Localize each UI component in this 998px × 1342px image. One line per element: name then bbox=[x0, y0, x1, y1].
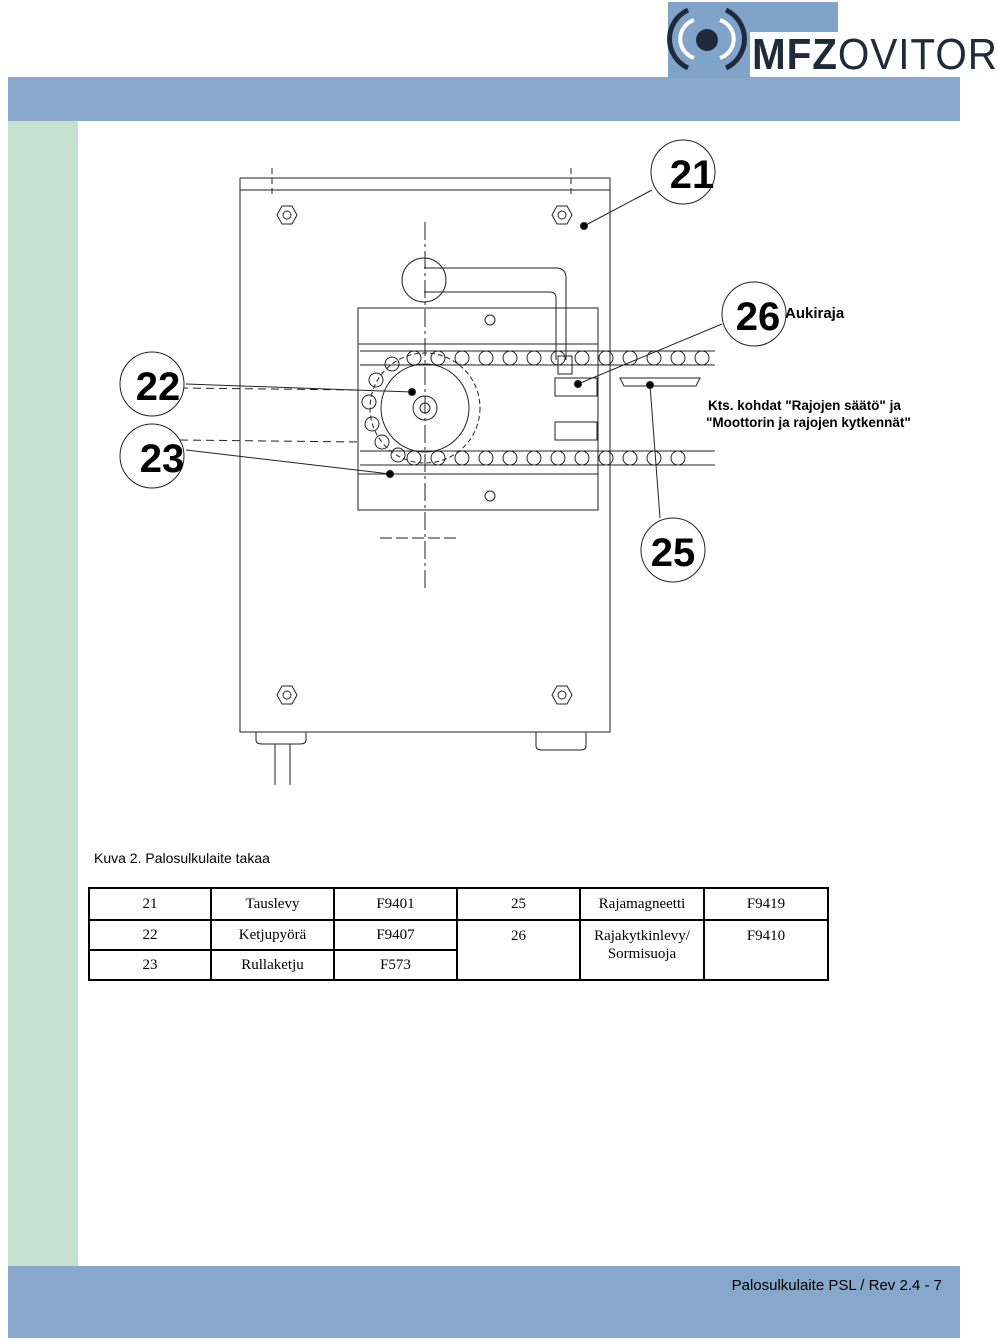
table-cell: 26 bbox=[457, 920, 580, 980]
table-cell: 25 bbox=[457, 888, 580, 920]
logo-text-light: OVITOR bbox=[837, 30, 998, 79]
hex-nut bbox=[277, 206, 297, 224]
table-row bbox=[89, 888, 828, 920]
table-cell: Rajamagneetti bbox=[580, 888, 704, 920]
table-row bbox=[89, 920, 828, 950]
logo-text-bold: MFZ bbox=[752, 30, 838, 79]
parts-table bbox=[88, 887, 829, 981]
table-cell: F9401 bbox=[334, 888, 457, 920]
callout-25: 25 bbox=[650, 531, 696, 575]
hex-nut bbox=[552, 206, 572, 224]
callout-23: 23 bbox=[139, 437, 185, 481]
table-cell: Rajakytkinlevy/ Sormisuoja bbox=[580, 920, 704, 980]
aukiraja-label: Aukiraja bbox=[785, 305, 845, 322]
callout-26: 26 bbox=[735, 295, 781, 339]
hex-nut bbox=[552, 686, 572, 704]
table-cell: F573 bbox=[334, 950, 457, 980]
table-cell: 23 bbox=[89, 950, 211, 980]
table-cell: F9410 bbox=[704, 920, 828, 980]
figure-caption: Kuva 2. Palosulkulaite takaa bbox=[94, 850, 270, 866]
note-line-2: "Moottorin ja rajojen kytkennät" bbox=[706, 415, 911, 430]
callout-22: 22 bbox=[135, 365, 181, 409]
callout-21: 21 bbox=[669, 153, 715, 197]
table-cell: 22 bbox=[89, 920, 211, 950]
hex-nut bbox=[277, 686, 297, 704]
table-cell: F9407 bbox=[334, 920, 457, 950]
note-line-1: Kts. kohdat "Rajojen säätö" ja bbox=[708, 398, 901, 413]
table-cell: Ketjupyörä bbox=[211, 920, 334, 950]
table-cell: 21 bbox=[89, 888, 211, 920]
table-cell: F9419 bbox=[704, 888, 828, 920]
table-cell: Rullaketju bbox=[211, 950, 334, 980]
table-cell: Tauslevy bbox=[211, 888, 334, 920]
page-footer: Palosulkulaite PSL / Rev 2.4 - 7 bbox=[731, 1277, 942, 1294]
